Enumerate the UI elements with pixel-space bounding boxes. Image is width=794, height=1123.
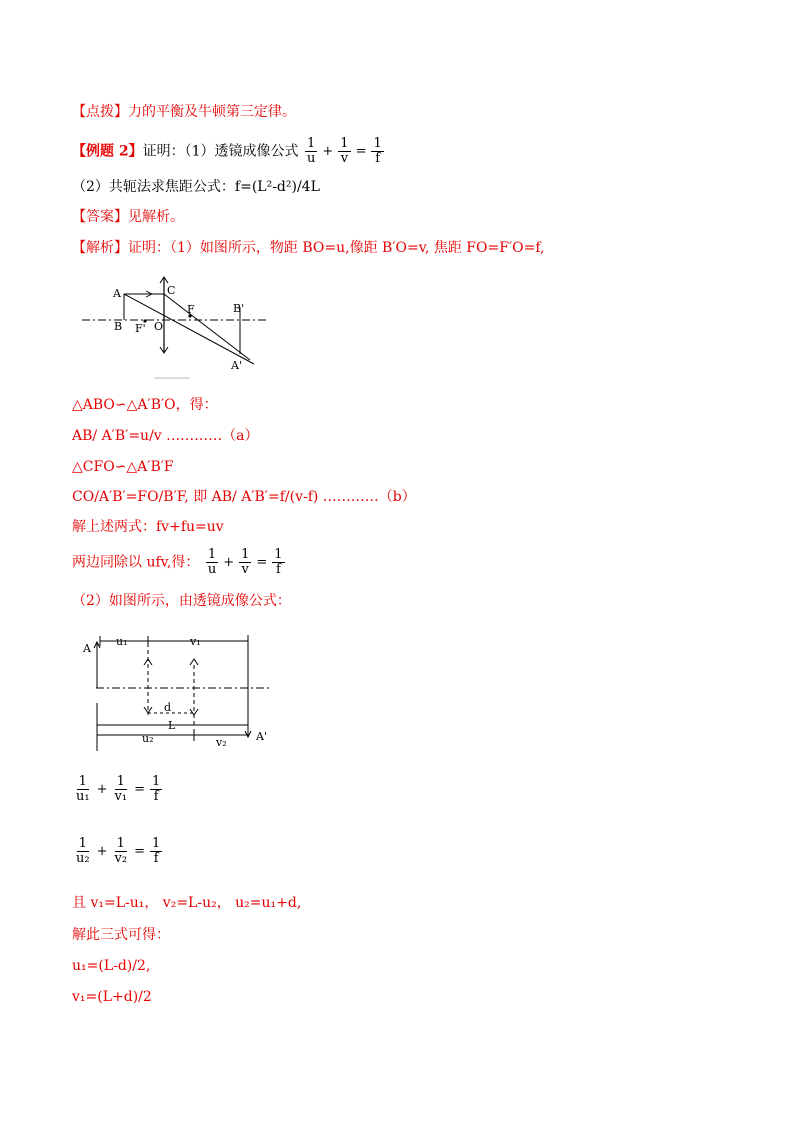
conjugate-method-diagram [80, 625, 280, 755]
label-v1: v₁ [190, 635, 201, 648]
tail-2: 解此三式可得： [72, 927, 170, 943]
label-f: F [187, 303, 195, 316]
answer-text: 见解析。 [128, 209, 184, 225]
tail-1: 且 v₁=L-u₁， v₂=L-u₂， u₂=u₁+d, [72, 895, 302, 911]
denominator: v₁ [114, 789, 128, 804]
frac-1-v [338, 137, 350, 166]
step-5: 解上述两式：fv+fu=uv [72, 519, 224, 535]
label-o: O [154, 320, 164, 333]
formula-lens-1 [72, 775, 164, 804]
label-b-prime: B' [233, 302, 245, 315]
answer-tag: 【答案】 [72, 209, 128, 225]
label-a-prime: A' [231, 359, 242, 372]
denominator: f [153, 789, 159, 804]
frac-1-u2 [74, 837, 92, 866]
label-c: C [167, 284, 176, 297]
denominator: u₂ [76, 851, 90, 866]
frac-1-v [239, 548, 251, 577]
equals-sign: = [134, 843, 145, 859]
frac-1-f [272, 548, 284, 577]
example-part2: （2）共轭法求焦距公式：f=(L²-d²)/4L [72, 179, 320, 195]
denominator: f [276, 562, 281, 577]
formula-lens-2 [72, 837, 164, 866]
label-a: A [83, 642, 91, 655]
numerator: 1 [151, 836, 161, 851]
hint-tag: 【点拨】 [72, 104, 128, 120]
numerator: 1 [274, 547, 283, 562]
step-6-line [72, 548, 287, 577]
label-a-prime: A' [256, 730, 267, 743]
answer-line [72, 208, 184, 226]
numerator: 1 [116, 774, 125, 789]
lens-ray-diagram [72, 272, 272, 382]
label-a: A [113, 287, 121, 300]
plus-sign: + [223, 554, 235, 570]
numerator: 1 [373, 136, 382, 151]
denominator: f [375, 151, 381, 166]
label-b: B [114, 320, 123, 333]
frac-1-f [150, 775, 162, 804]
denominator: u [207, 562, 217, 577]
numerator: 1 [78, 774, 87, 789]
example-text: 证明：（1）透镜成像公式 [142, 143, 299, 160]
denominator: v [241, 562, 249, 577]
label-f-prime: F' [135, 322, 146, 335]
step-3: △CFO∽△A′B′F [72, 459, 174, 475]
denominator: u₁ [76, 789, 90, 804]
analysis-text: 证明：（1）如图所示，物距 BO=u,像距 B′O=v, 焦距 FO=F′O=f, [128, 240, 545, 256]
step-4: CO/A′B′=FO/B′F, 即 AB/ A′B′=f/(v-f) …………（b） [72, 489, 416, 505]
plus-sign: + [96, 843, 108, 859]
lens-2-arrow [190, 659, 198, 665]
denominator: u [307, 151, 316, 166]
numerator: 1 [151, 774, 161, 789]
analysis-line [72, 239, 544, 257]
numerator: 1 [78, 836, 87, 851]
equals-sign: = [134, 781, 145, 797]
hint-line [72, 103, 296, 121]
frac-1-v1 [113, 775, 130, 804]
label-d: d [164, 701, 172, 714]
frac-1-f [371, 137, 383, 166]
label-u2: u₂ [142, 732, 154, 745]
plus-sign: + [322, 143, 334, 159]
frac-1-v2 [113, 837, 130, 866]
plus-sign: + [96, 781, 108, 797]
frac-1-f [150, 837, 162, 866]
equals-sign: = [355, 143, 367, 159]
step-7: （2）如图所示，由透镜成像公式： [72, 593, 291, 609]
numerator: 1 [207, 547, 217, 562]
step-2: AB/ A′B′=u/v …………（a） [72, 428, 259, 444]
example-line [72, 137, 386, 166]
hint-text: 力的平衡及牛顿第三定律。 [128, 104, 296, 120]
frac-1-u1 [74, 775, 92, 804]
denominator: v [340, 151, 349, 166]
tail-3: u₁=(L-d)/2, [72, 958, 151, 974]
label-u1: u₁ [116, 635, 128, 648]
denominator: v₂ [114, 851, 128, 866]
numerator: 1 [340, 136, 349, 151]
denominator: f [153, 851, 159, 866]
equals-sign: = [256, 554, 268, 570]
numerator: 1 [116, 836, 125, 851]
label-l: L [168, 719, 176, 732]
numerator: 1 [241, 547, 250, 562]
frac-1-u [305, 137, 317, 166]
label-v2: v₂ [216, 736, 227, 749]
example-tag: 【例题 2】 [72, 143, 143, 160]
tail-4: v₁=(L+d)/2 [72, 989, 152, 1005]
step-6: 两边同除以 ufv,得： [72, 554, 200, 571]
analysis-tag: 【解析】 [72, 240, 128, 256]
step-1: △ABO∽△A′B′O，得： [72, 397, 218, 413]
frac-1-u [206, 548, 218, 577]
numerator: 1 [307, 136, 316, 151]
